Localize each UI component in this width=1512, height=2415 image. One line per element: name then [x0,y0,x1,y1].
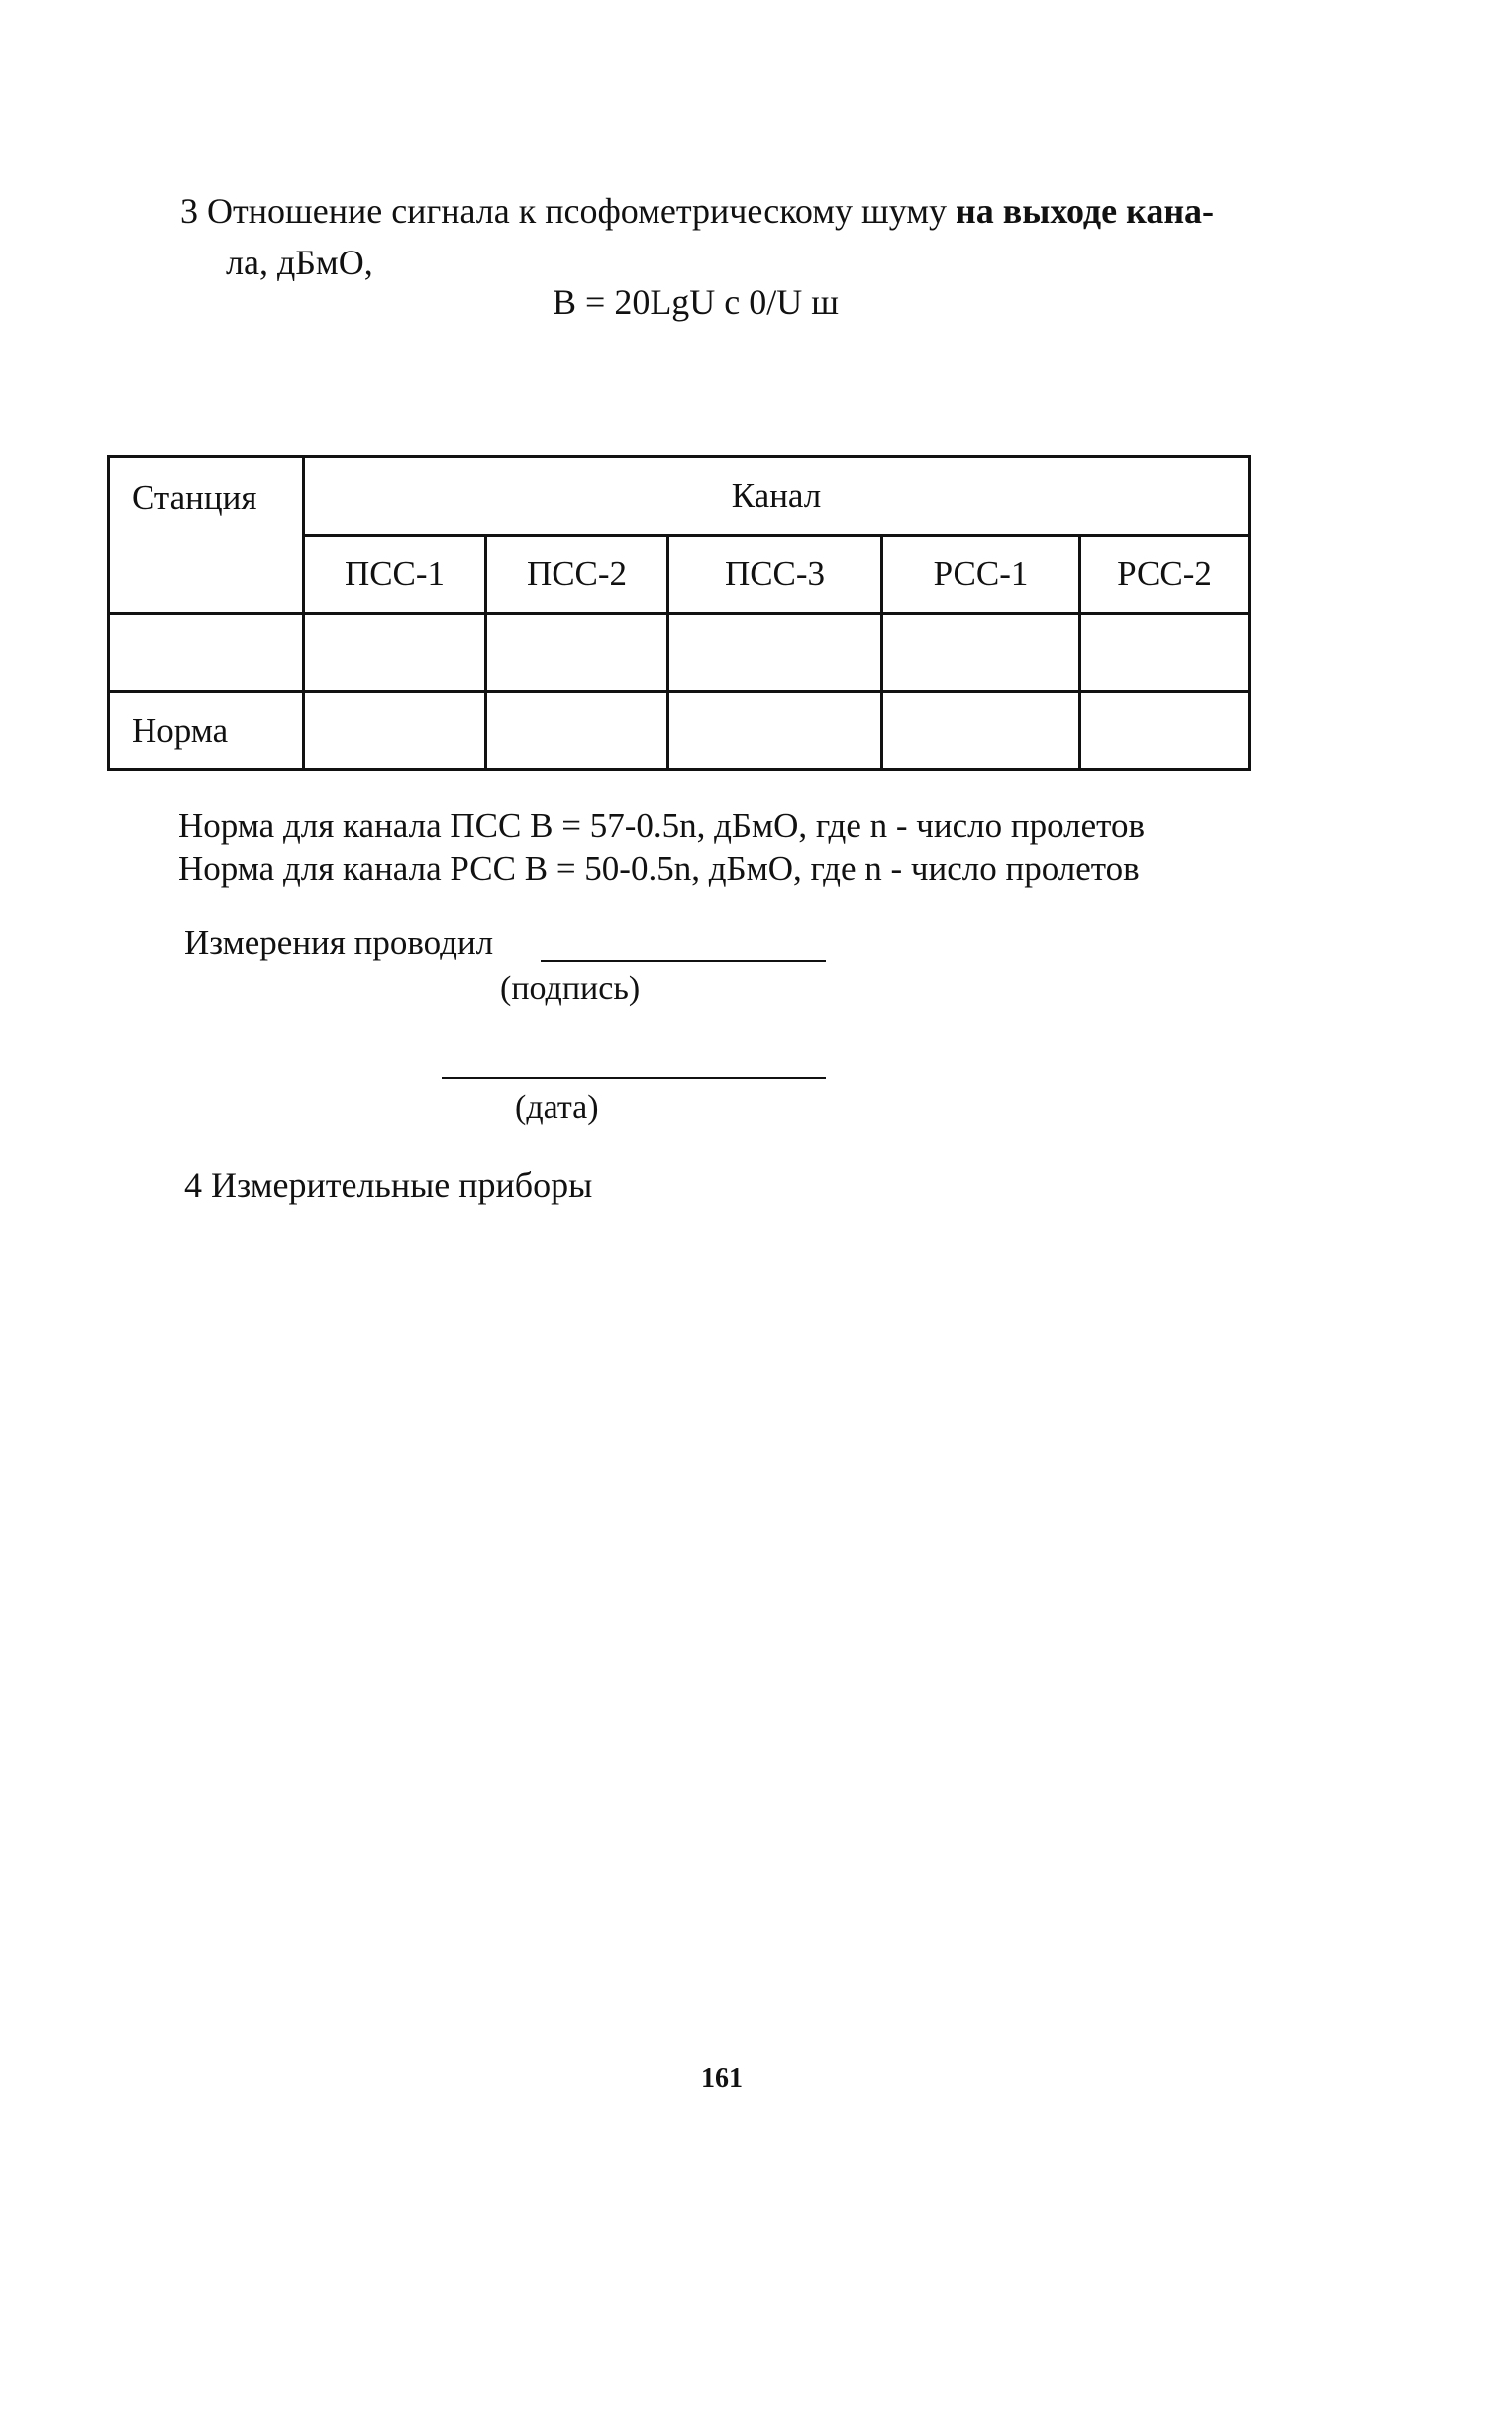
channel-rss-2: РСС-2 [1080,536,1250,614]
norm-label: Норма [109,692,304,770]
section-3-heading-continuation: ла, дБмО, [226,243,373,282]
table-cell [1080,614,1250,692]
page-number: 161 [701,2063,743,2094]
table-row [109,614,1250,692]
signature-line [541,960,826,962]
table-cell [882,692,1080,770]
section-3-heading-bold: на выходе кана- [956,191,1215,231]
table-cell [668,614,882,692]
station-header: Станция [109,457,304,614]
measurement-table [107,455,1251,771]
table-cell [882,614,1080,692]
section-4-heading: 4 Измерительные приборы [184,1165,593,1205]
table-header-row [109,457,1250,536]
section-3-heading [180,190,1214,232]
table-cell [1080,692,1250,770]
table-cell [486,692,668,770]
table-cell [304,614,486,692]
table-cell [109,614,304,692]
table-norm-row [109,692,1250,770]
table-cell [304,692,486,770]
section-3-heading-regular: 3 Отношение сигнала к псофометрическому шуму [180,191,957,231]
signature-caption: (подпись) [500,970,641,1007]
channel-pss-2: ПСС-2 [486,536,668,614]
date-caption: (дата) [515,1089,599,1126]
measured-by-label: Измерения проводил [184,923,494,961]
channel-pss-1: ПСС-1 [304,536,486,614]
formula: B = 20LgU с 0/U ш [553,282,840,322]
channel-rss-1: РСС-1 [882,536,1080,614]
date-line [442,1077,826,1079]
channel-pss-3: ПСС-3 [668,536,882,614]
pss-norm-note: Норма для канала ПСС В = 57-0.5n, дБмО, где n - число пролетов [178,806,1146,845]
table-cell [668,692,882,770]
table-cell [486,614,668,692]
rss-norm-note: Норма для канала РСС В = 50-0.5n, дБмО, где n - число пролетов [178,850,1140,888]
channel-header: Канал [304,457,1250,536]
